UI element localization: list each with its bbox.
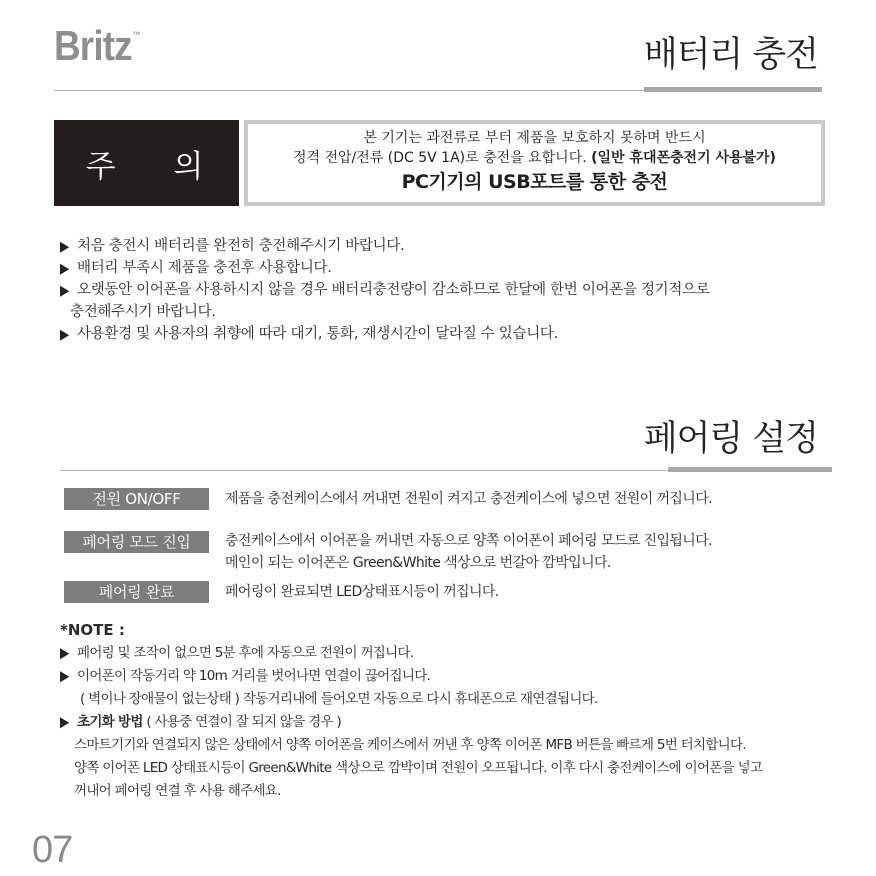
reset-step: 스마트기기와 연결되지 않은 상태에서 양쪽 이어폰을 케이스에서 꺼낸 후 양쪽 이어폰 MFB 버튼을 빠르게 5번 터치합니다. [74,737,746,753]
caution-line-3: PC기기의 USB포트를 통한 충전 [401,171,668,193]
triangle-bullet-icon: ▶ [60,281,69,299]
charging-note-text: 사용환경 및 사용자의 취향에 따라 대기, 통화, 재생시간이 달라질 수 있습니다. [77,326,558,342]
pairing-accent-bar [668,467,832,472]
trademark-mark: ™ [132,30,140,40]
triangle-bullet-icon: ▶ [60,237,69,255]
charging-notes [60,235,840,345]
triangle-bullet-icon: ▶ [60,644,69,662]
pairing-mode-badge: 페어링 모드 진입 [64,531,209,553]
reset-heading [60,711,840,734]
note-item-text: 페어링 및 조작이 없으면 5분 후에 자동으로 전원이 꺼집니다. [77,645,414,661]
caution-label: 주 의 [54,120,239,206]
header-accent-bar [644,87,822,92]
caution-line-2-text: 정격 전압/전류 (DC 5V 1A)로 충전을 요합니다. [293,150,587,166]
charging-title: 배터리 충전 [643,35,818,75]
triangle-bullet-icon: ▶ [60,259,69,277]
charging-note [60,257,840,279]
pairing-mode-description-2: 메인이 되는 이어폰은 Green&White 색상으로 번갈아 깜박입니다. [225,555,611,571]
charging-note-text: 배터리 부족시 제품을 충전후 사용합니다. [77,260,332,276]
page-number: 07 [32,829,73,871]
note-item-continuation: ( 벽이나 장애물이 없는상태 ) 작동거리내에 들어오면 자동으로 다시 휴대폰으로 재연결됩니다. [80,691,598,707]
note-item-text: 이어폰이 작동거리 약 10m 거리를 벗어나면 연결이 끊어집니다. [77,668,431,684]
charging-note-continuation: 충전해주시기 바랍니다. [70,304,216,320]
pairing-title: 페어링 설정 [643,419,818,459]
brand-logo-text: Britz [54,22,132,69]
reset-step: 꺼내어 페어링 연결 후 사용 해주세요. [74,783,281,799]
charging-note-text: 오랫동안 이어폰을 사용하시지 않을 경우 배터리충전량이 감소하므로 한달에 한번 이어폰을 정기적으로 [77,282,710,298]
pairing-mode-description: 충전케이스에서 이어폰을 꺼내면 자동으로 양쪽 이어폰이 페어링 모드로 진입됩니다. [225,533,712,549]
note-block [60,619,840,803]
caution-line-2-emphasis: (일반 휴대폰충전기 사용불가) [591,150,776,166]
note-heading: *NOTE : [60,621,125,639]
charging-note [60,235,840,257]
caution-line-2 [248,148,821,168]
note-item [60,642,840,665]
brand-logo [54,22,140,70]
pairing-complete-badge: 페어링 완료 [64,581,209,603]
triangle-bullet-icon: ▶ [60,325,69,343]
caution-line-1: 본 기기는 과전류로 부터 제품을 보호하지 못하며 반드시 [363,130,706,146]
triangle-bullet-icon: ▶ [60,667,69,685]
pairing-complete-description: 페어링이 완료되면 LED상태표시등이 꺼집니다. [225,584,499,600]
power-description: 제품을 충전케이스에서 꺼내면 전원이 켜지고 충전케이스에 넣으면 전원이 꺼집니다. [225,491,712,507]
note-item [60,665,840,688]
power-badge: 전원 ON/OFF [64,488,209,510]
reset-condition: ( 사용중 연결이 잘 되지 않을 경우 ) [146,714,342,730]
charging-note [60,323,840,345]
reset-title: 초기화 방법 [77,714,143,730]
charging-note-text: 처음 충전시 배터리를 완전히 충전해주시기 바랍니다. [77,238,405,254]
reset-step: 양쪽 이어폰 LED 상태표시등이 Green&White 색상으로 깜박이며 전원이 오프됩니다. 이후 다시 충전케이스에 이어폰을 넣고 [74,760,763,776]
caution-panel [244,120,825,206]
triangle-bullet-icon: ▶ [60,713,69,731]
charging-note [60,279,840,301]
